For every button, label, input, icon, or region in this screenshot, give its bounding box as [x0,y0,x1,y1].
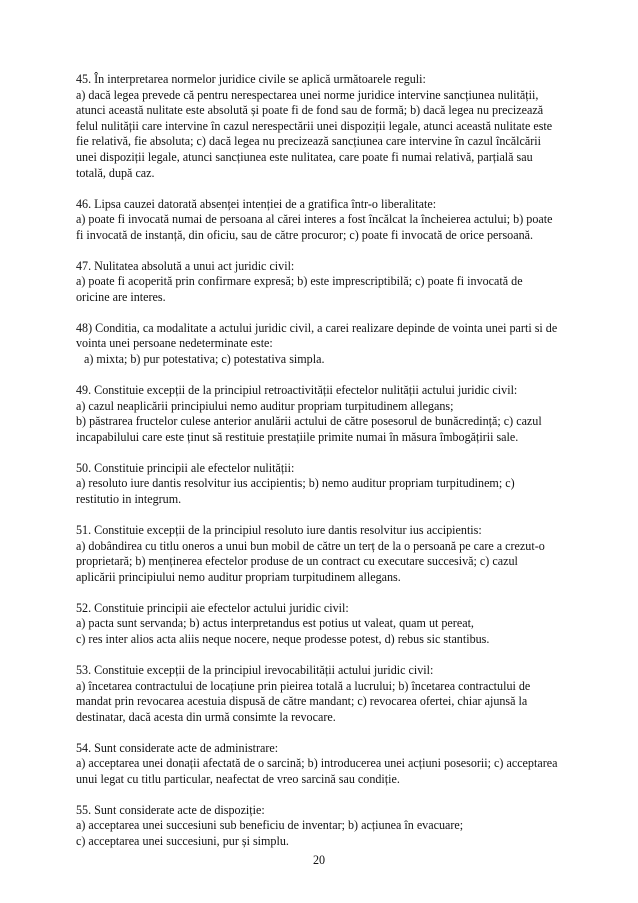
question-54 [76,741,591,788]
question-47 [76,259,591,306]
page-number: 20 [312,853,326,867]
question-line: atunci această nulitate este absolută și poate fi de fond sau de formă; b) dacă legea nu precizează [76,103,544,118]
question-53 [76,663,591,725]
question-line: a) pacta sunt servanda; b) actus interpretandus est potius ut valeat, quam ut pereat, [76,616,474,631]
question-line: 51. Constituie excepții de la principiul resoluto iure dantis resolvitur ius accipientis: [76,523,482,537]
question-line: a) dobândirea cu titlu oneros a unui bun mobil de către un terț de la o persoană pe care a crezut-o [76,538,545,553]
document-body [76,72,591,865]
question-line: mandat prin revocarea acestuia dispusă de către mandant; c) revocarea ofertei, chiar ajunsă la [76,694,528,709]
question-line: felul nulității care intervine în cazul nerespectării unei dispoziții legale, atunci această nulitate este [76,118,553,133]
question-52 [76,601,591,648]
question-line: 55. Sunt considerate acte de dispoziție: [76,802,265,817]
question-49 [76,383,591,445]
question-line: unui legat cu titlu particular, neafectat de vreo sarcină sau condiție. [76,771,400,786]
question-line: c) acceptarea unei succesiuni, pur și simplu. [76,834,289,849]
question-50 [76,461,591,508]
question-line: totală, după caz. [76,165,155,180]
question-line: 50. Constituie principii ale efectelor nulității: [76,460,295,475]
question-line: 49. Constituie excepții de la principiul retroactivității efectelor nulității actului juridic civil: [76,383,518,398]
question-line: 45. În interpretarea normelor juridice civile se aplică următoarele reguli: [76,72,426,86]
question-line: a) mixta; b) pur potestativa; c) potestativa simpla. [84,352,325,367]
question-45 [76,72,591,181]
question-line: 46. Lipsa cauzei datorată absenței intenției de a gratifica într-o liberalitate: [76,196,437,211]
question-line: restitutio in integrum. [76,492,182,507]
question-line: b) păstrarea fructelor culese anterior anulării actului de către posesorul de bunăcredință; c) cazul [76,414,542,429]
question-55 [76,803,591,850]
question-line: a) încetarea contractului de locațiune prin pieirea totală a lucrului; b) încetarea contractului de [76,678,531,693]
question-48 [76,321,591,368]
question-51 [76,523,591,585]
question-46 [76,197,591,244]
question-line: a) acceptarea unei donații afectată de o sarcină; b) introducerea unei acțiuni posesorii; c) acceptarea [76,756,558,771]
question-line: a) dacă legea prevede că pentru nerespectarea unei norme juridice intervine sancțiunea nulității, [76,87,539,102]
question-line: fie relativă, fie absoluta; c) dacă legea nu precizează sancțiunea care intervine în cazul încălcării [76,134,541,149]
question-line: unei dispoziții legale, atunci sancțiunea este nulitatea, care poate fi numai relativă, parțială sau [76,149,533,164]
question-line: 52. Constituie principii aie efectelor actului juridic civil: [76,600,349,615]
question-line: a) poate fi invocată numai de persoana al cărei interes a fost încălcat la încheierea actului; b) poate [76,212,553,227]
question-line: incapabilului care este ținut să restituie prestațiile primite numai în măsura îmbogățirii sale. [76,429,519,444]
question-line: fi invocată de instanță, din oficiu, sau de către procuror; c) poate fi invocată de orice persoană. [76,227,534,242]
question-line: 54. Sunt considerate acte de administrare: [76,740,279,755]
question-line: aplicării principiului nemo auditur propriam turpitudinem allegans. [76,569,401,584]
question-line: a) acceptarea unei succesiuni sub beneficiu de inventar; b) acțiunea în evacuare; [76,818,464,833]
question-line: 47. Nulitatea absolută a unui act juridic civil: [76,258,295,273]
question-line: proprietară; b) menținerea efectelor produse de un contract cu executare succesivă; c) cazul [76,554,518,569]
question-line: a) poate fi acoperită prin confirmare expresă; b) este imprescriptibilă; c) poate fi invocată de [76,274,523,289]
question-line: 48) Conditia, ca modalitate a actului juridic civil, a carei realizare depinde de vointa unei parti si de [76,320,558,335]
question-line: oricine are interes. [76,289,166,304]
question-line: c) res inter alios acta aliis neque nocere, neque prodesse potest, d) rebus sic stantibus. [76,631,490,646]
question-line: 53. Constituie excepții de la principiul irevocabilității actului juridic civil: [76,662,434,677]
question-line: vointa unei persoane nedeterminate este: [76,336,273,351]
question-line: a) cazul neaplicării principiului nemo auditur propriam turpitudinem allegans; [76,398,454,413]
question-line: a) resoluto iure dantis resolvitur ius accipientis; b) nemo auditur propriam turpitudinem; c) [76,476,515,491]
question-line: destinatar, dacă acesta din urmă consimte la revocare. [76,709,336,724]
